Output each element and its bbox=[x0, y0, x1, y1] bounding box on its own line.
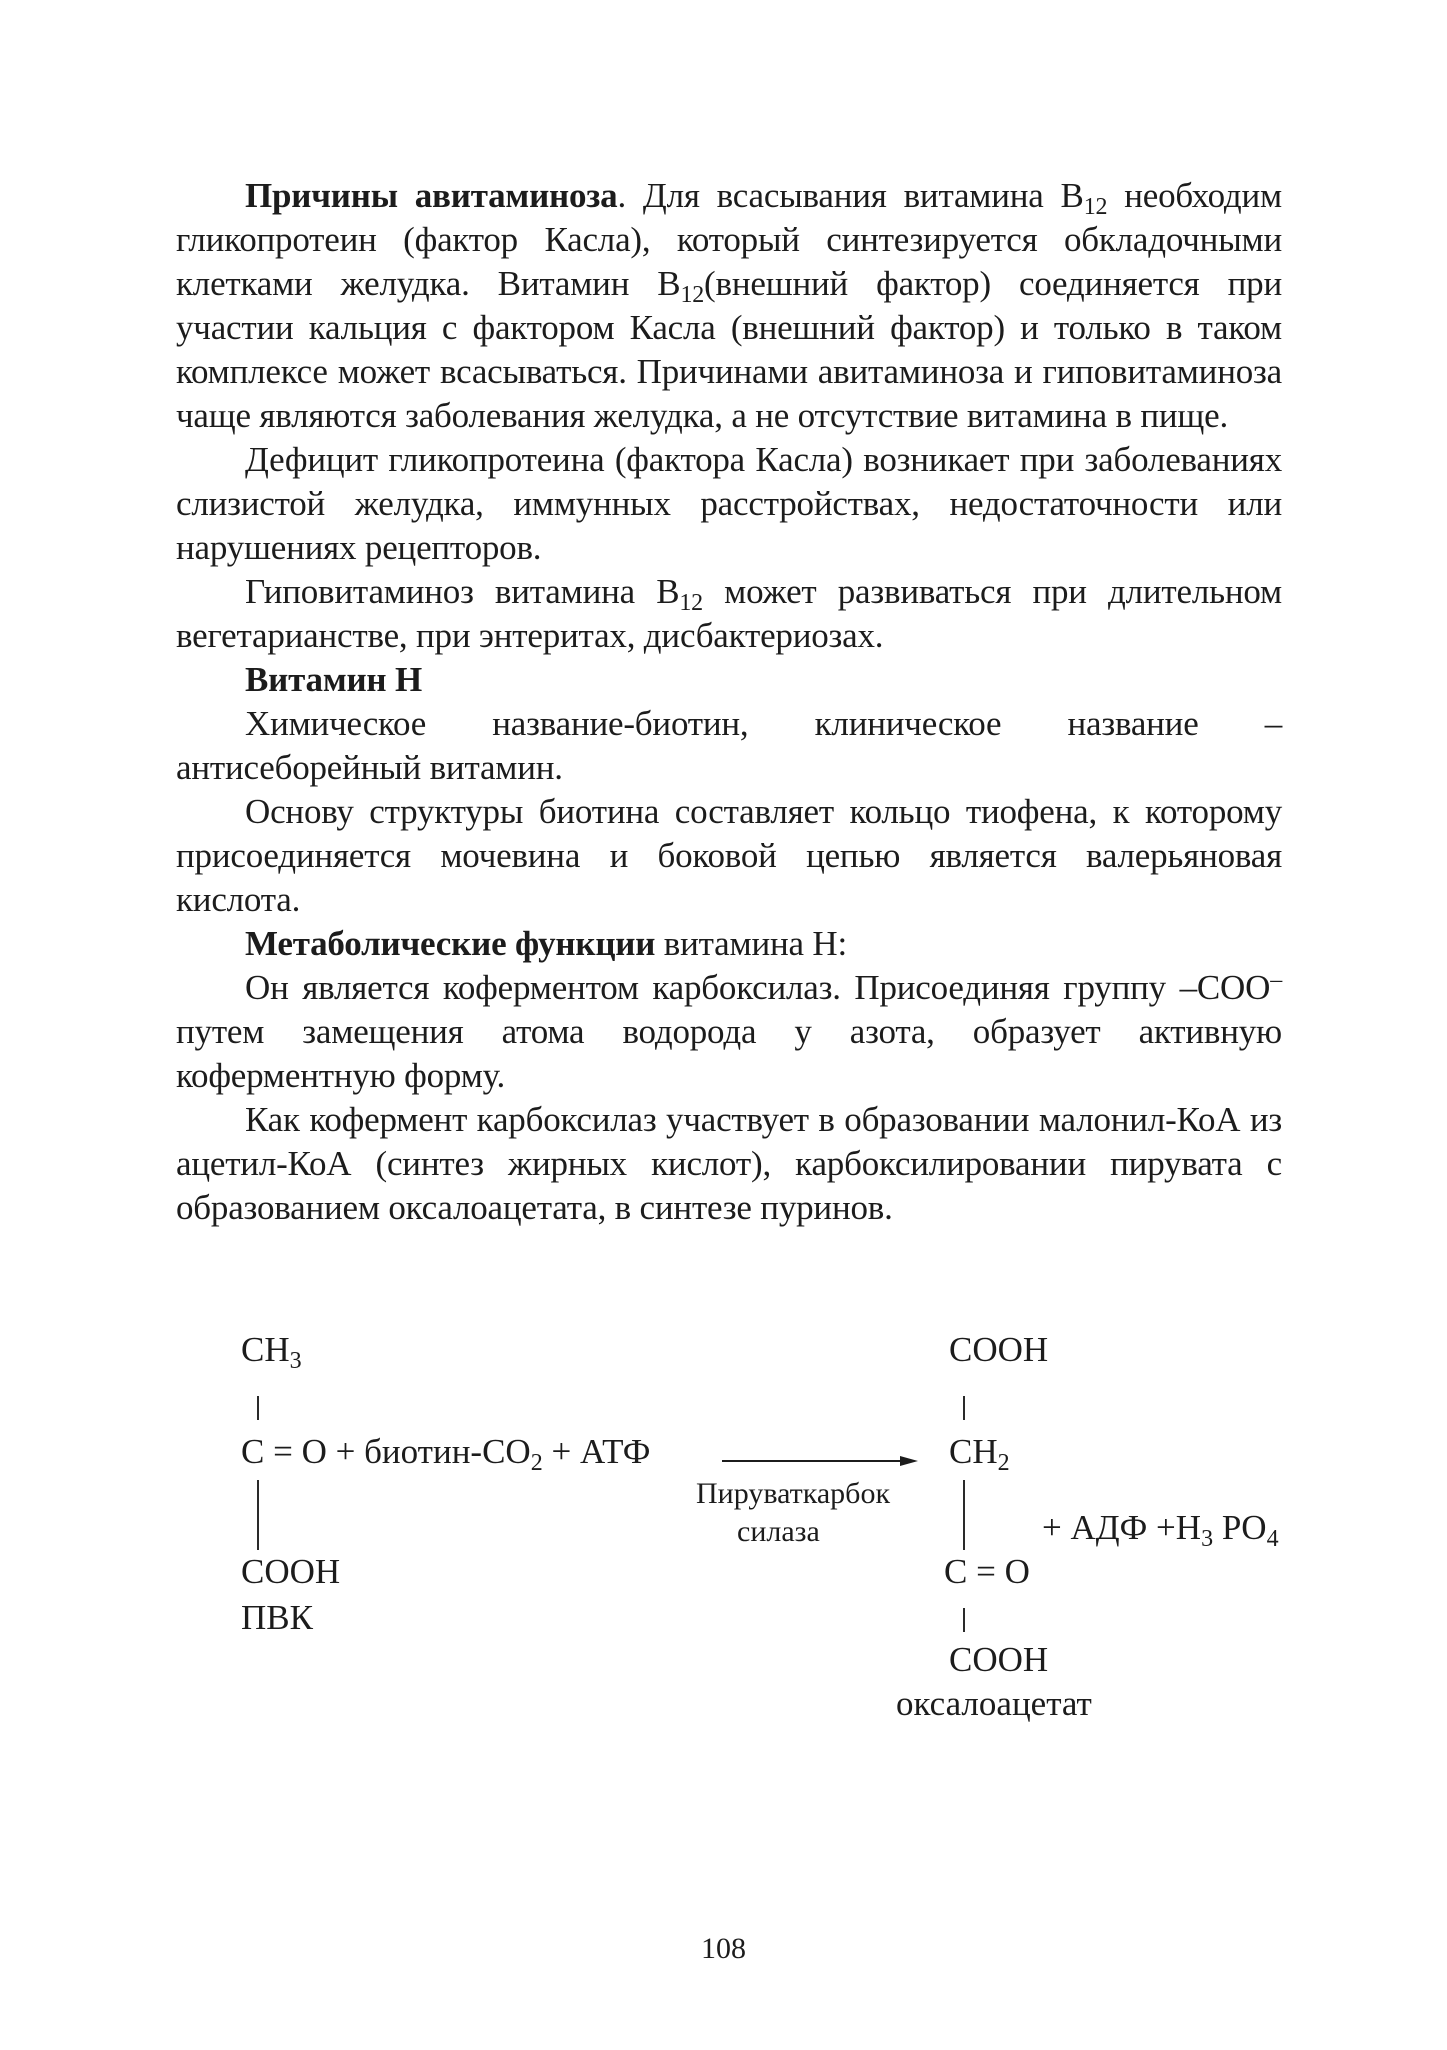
paragraph-biotin-structure: Основу структуры биотина составляет кольцо тиофена, к которому присоединяется мочевина и боковой цепью является валерьяновая кислота. bbox=[176, 792, 1282, 919]
bond-line bbox=[963, 1480, 965, 1550]
formula-byproducts: + АДФ $+H_3$ $PO_4$ bbox=[1042, 1508, 1279, 1552]
reaction-arrow-icon bbox=[722, 1454, 918, 1468]
enzyme-name-line1: Пируваткарбок bbox=[696, 1477, 891, 1510]
paragraph-metabolic-functions: Метаболические функции витамина Н: bbox=[245, 924, 847, 963]
formula-cooh-left: COOH bbox=[241, 1552, 341, 1591]
paragraph-chemical-name: Химическое название-биотин, клиническое название – антисеборейный витамин. bbox=[176, 704, 1282, 787]
bond-line bbox=[257, 1396, 259, 1420]
paragraph-avitaminosis-causes: Причины авитаминоза. Для всасывания витамина $B_{12}$ необходим гликопротеин (фактор Касла), который синтезируется обкладочными клетками желудка. Витамин $B_{12}(внешний$ фактор) соединяется при участии кальция с фактором Касла (внешний фактор) и только в таком комплексе может всасываться. Причинами авитаминоза и гиповитаминоза чаще являются заболевания желудка, а не отсутствие витамина в пище. bbox=[176, 176, 1282, 435]
formula-ch2: $CH_2$ bbox=[949, 1432, 1010, 1476]
paragraph-glycoprotein-deficit: Дефицит гликопротеина (фактора Касла) возникает при заболеваниях слизистой желудка, иммунных расстройствах, недостаточности или нарушениях рецепторов. bbox=[176, 440, 1282, 567]
heading-avitaminosis-causes: Причины авитаминоза bbox=[245, 176, 618, 215]
formula-ch3: $CH_3$ bbox=[241, 1330, 302, 1374]
bond-line bbox=[257, 1480, 259, 1550]
paragraph-carboxylase-role: Как кофермент карбоксилаз участвует в образовании малонил-КоА из ацетил-КоА (синтез жирных кислот), карбоксилировании пирувата с образованием оксалоацетата, в синтезе пуринов. bbox=[176, 1100, 1282, 1227]
label-oxaloacetate: оксалоацетат bbox=[896, 1684, 1092, 1723]
enzyme-name-line2: силаза bbox=[737, 1515, 820, 1548]
formula-cooh-top: COOH bbox=[949, 1330, 1049, 1369]
page-body bbox=[176, 174, 1282, 1230]
formula-c-double-o: C = O bbox=[944, 1552, 1030, 1591]
bond-line bbox=[963, 1608, 965, 1632]
paragraph-vitamin-h-heading bbox=[176, 658, 1282, 702]
heading-vitamin-h: Витамин Н bbox=[245, 660, 422, 699]
paragraph-hypovitaminosis: Гиповитаминоз витамина $B_{12}$ может развиваться при длительном вегетарианстве, при энтеритах, дисбактериозах. bbox=[176, 572, 1282, 655]
paragraph-coenzyme: Он является коферментом карбоксилаз. Присоединяя группу –COO– путем замещения атома водорода у азота, образует активную коферментную форму. bbox=[176, 967, 1282, 1095]
heading-metabolic-functions: Метаболические функции bbox=[245, 924, 656, 963]
formula-cooh-bottom: COOH bbox=[949, 1640, 1049, 1679]
formula-reactants: C = O + биотин-$CO_2$ + АТФ bbox=[241, 1432, 651, 1476]
label-pvk: ПВК bbox=[241, 1598, 313, 1637]
page-number: 108 bbox=[701, 1932, 746, 1965]
bond-line bbox=[963, 1396, 965, 1420]
